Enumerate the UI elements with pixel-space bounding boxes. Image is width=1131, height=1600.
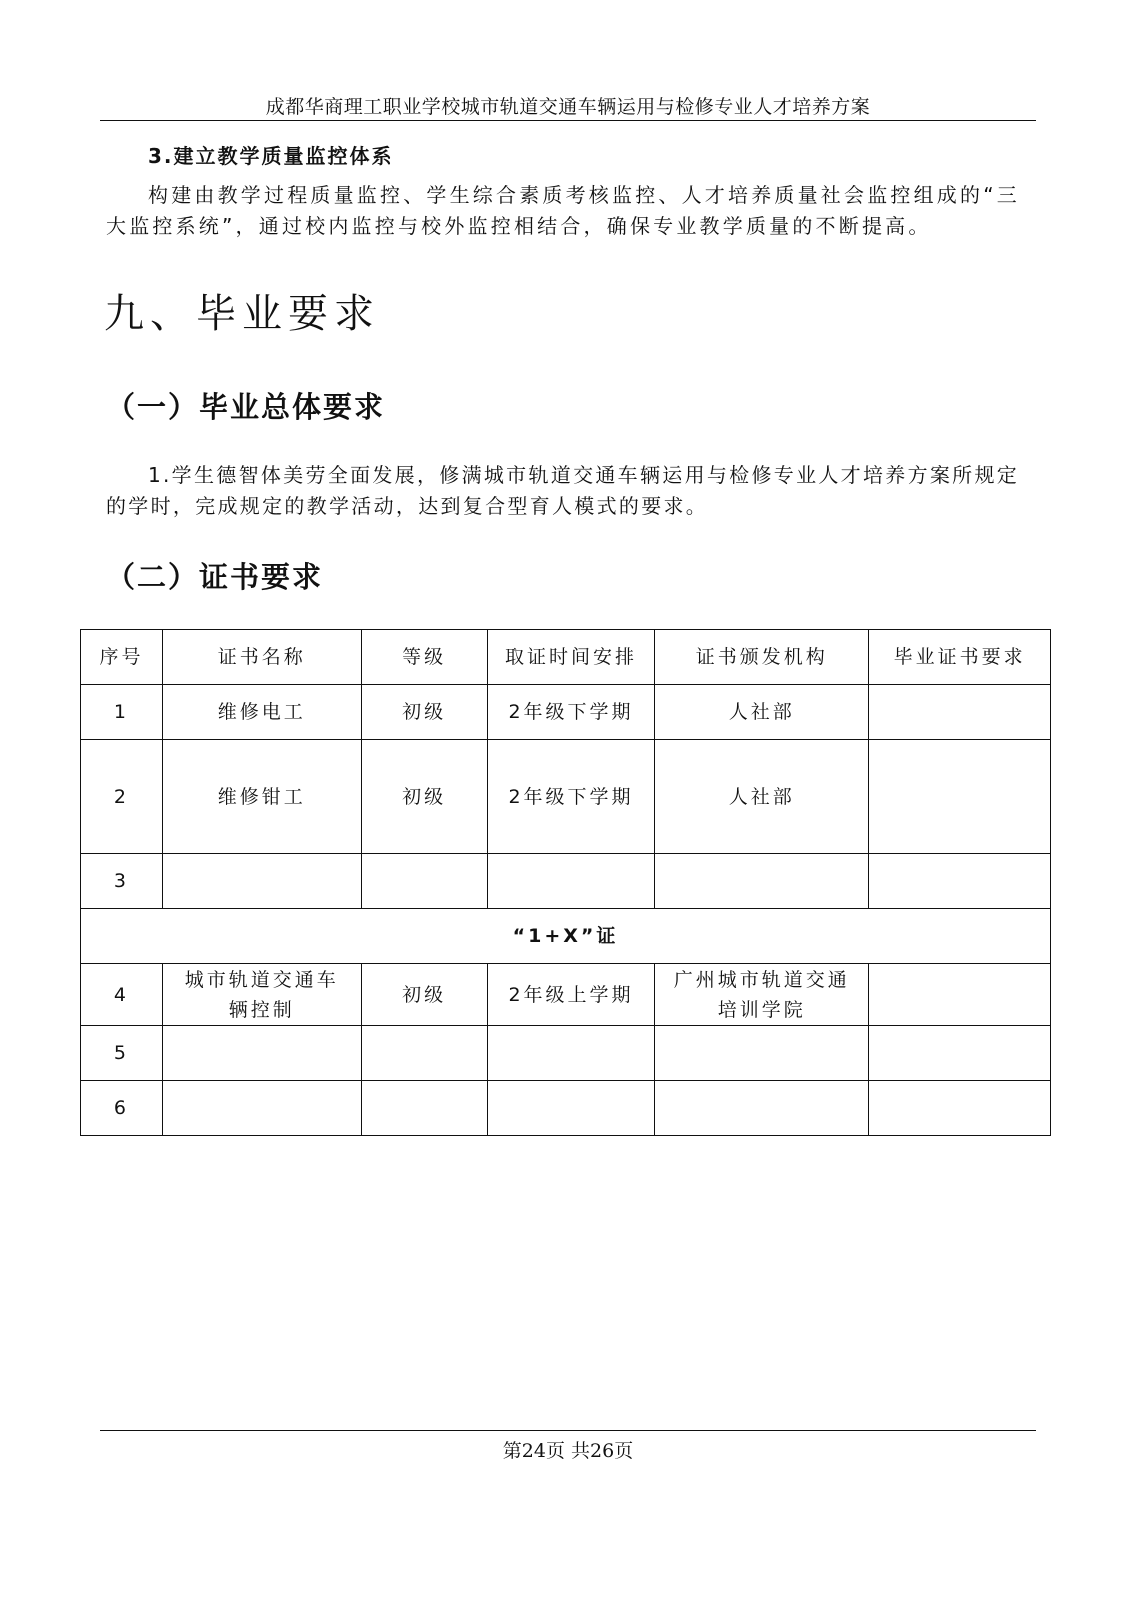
cell-level: 初级: [361, 964, 487, 1026]
cell-issuer: [655, 1081, 869, 1136]
cell-graduation-req: [869, 1081, 1051, 1136]
page-number: 第24页 共26页: [502, 1440, 634, 1462]
cell-schedule: 2年级上学期: [487, 964, 655, 1026]
cell-index: 6: [81, 1081, 163, 1136]
table-row: [81, 685, 1051, 740]
cell-level: 初级: [361, 740, 487, 854]
cell-cert-name: [162, 1026, 361, 1081]
cell-schedule: [487, 854, 655, 909]
table-row: [81, 1026, 1051, 1081]
cell-issuer-text: 广州城市轨道交通培训学院: [673, 968, 850, 1021]
table-row: [81, 1081, 1051, 1136]
chapter-title: 九、毕业要求: [104, 291, 380, 337]
cell-index: 4: [81, 964, 163, 1026]
cell-cert-name: [162, 964, 361, 1026]
table-row: [81, 964, 1051, 1026]
cell-graduation-req: [869, 1026, 1051, 1081]
cell-issuer: [655, 964, 869, 1026]
cell-index: 3: [81, 854, 163, 909]
cell-index: 1: [81, 685, 163, 740]
cell-cert-name: [162, 854, 361, 909]
quality-monitoring-paragraph: 构建由教学过程质量监控、学生综合素质考核监控、人才培养质量社会监控组成的“三大监控系统”，通过校内监控与校外监控相结合，确保专业教学质量的不断提高。: [106, 183, 1020, 238]
cell-cert-name: 维修钳工: [162, 740, 361, 854]
cell-graduation-req: [869, 964, 1051, 1026]
header-cell-schedule: 取证时间安排: [487, 630, 655, 685]
cell-index: 5: [81, 1026, 163, 1081]
cell-graduation-req: [869, 740, 1051, 854]
header-cell-issuer: 证书颁发机构: [655, 630, 869, 685]
cell-graduation-req: [869, 854, 1051, 909]
cell-schedule: 2年级下学期: [487, 685, 655, 740]
cell-issuer: [655, 1026, 869, 1081]
cell-cert-name: [162, 1081, 361, 1136]
cell-cert-name-text: 城市轨道交通车辆控制: [184, 968, 339, 1021]
cell-level: 初级: [361, 685, 487, 740]
cell-index: 2: [81, 740, 163, 854]
cell-schedule: 2年级下学期: [487, 740, 655, 854]
cell-schedule: [487, 1026, 655, 1081]
cell-graduation-req: [869, 685, 1051, 740]
header-cell-cert-name: 证书名称: [162, 630, 361, 685]
table-row: [81, 740, 1051, 854]
group-label-1plusx: “1+X”证: [81, 909, 1051, 964]
table-header-row: [81, 630, 1051, 685]
header-rule: [100, 120, 1036, 121]
running-header: 成都华商理工职业学校城市轨道交通车辆运用与检修专业人才培养方案: [265, 96, 871, 118]
table-row: [81, 854, 1051, 909]
cell-level: [361, 1081, 487, 1136]
cell-issuer: 人社部: [655, 685, 869, 740]
section-heading-general-requirements: （一）毕业总体要求: [106, 390, 386, 424]
general-requirements-paragraph: 1.学生德智体美劳全面发展，修满城市轨道交通车辆运用与检修专业人才培养方案所规定的学时，完成规定的教学活动，达到复合型育人模式的要求。: [106, 463, 1020, 518]
header-cell-level: 等级: [361, 630, 487, 685]
table-group-row: [81, 909, 1051, 964]
cell-cert-name: 维修电工: [162, 685, 361, 740]
cell-schedule: [487, 1081, 655, 1136]
footer-rule: [100, 1430, 1036, 1431]
section-heading-certificate-requirements: （二）证书要求: [106, 560, 324, 594]
cell-issuer: 人社部: [655, 740, 869, 854]
cell-level: [361, 1026, 487, 1081]
subsection-heading-quality-monitoring: 3.建立教学质量监控体系: [148, 144, 394, 168]
cell-level: [361, 854, 487, 909]
certificate-table: [80, 629, 1051, 1136]
header-cell-graduation-req: 毕业证书要求: [869, 630, 1051, 685]
cell-issuer: [655, 854, 869, 909]
header-cell-index: 序号: [81, 630, 163, 685]
